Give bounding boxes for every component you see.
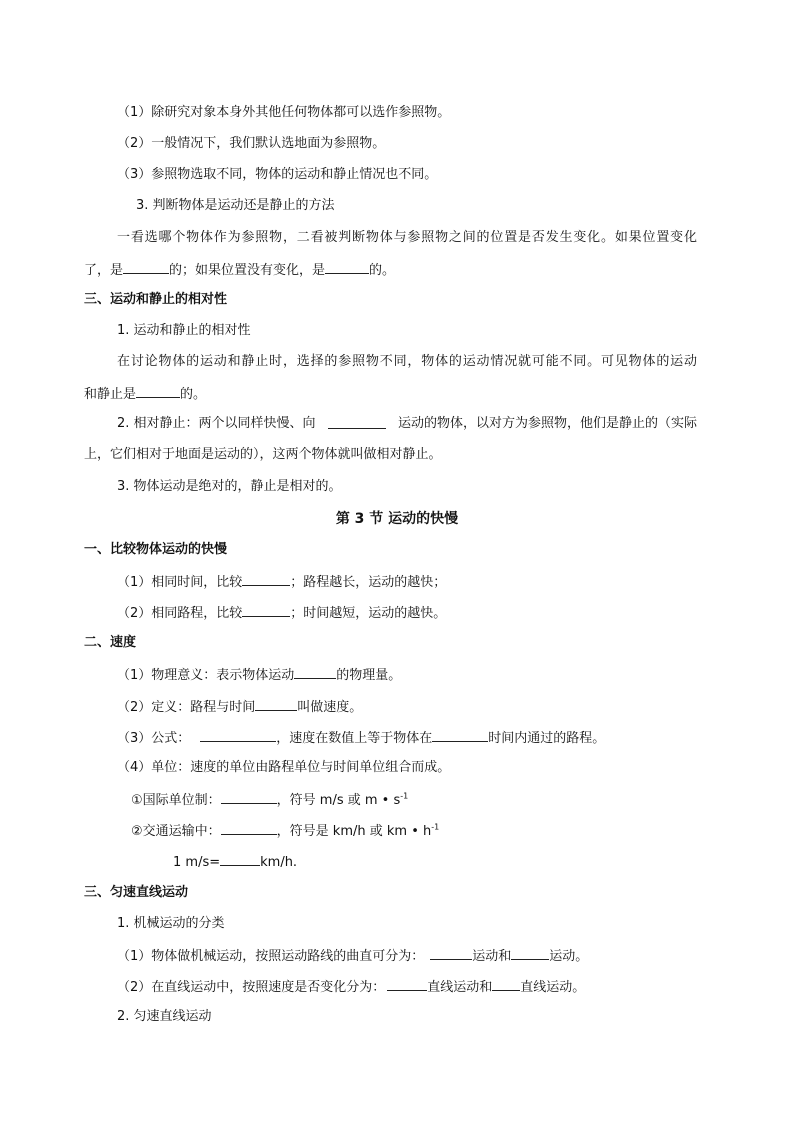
unit-traffic [131, 820, 439, 842]
relativity-subtitle-1: 1. 运动和静止的相对性 [117, 323, 251, 338]
reference-point-2: （2）一般情况下，我们默认选地面为参照物。 [117, 136, 386, 151]
unit-si [131, 789, 408, 811]
motion-class-1 [117, 945, 588, 967]
fill-blank-static[interactable] [325, 259, 369, 274]
superscript: -1 [400, 791, 409, 801]
relativity-subtitle-3: 3. 物体运动是绝对的，静止是相对的。 [117, 479, 342, 494]
uniform-subtitle-2: 2. 匀速直线运动 [117, 1009, 212, 1024]
compare-line-1 [117, 571, 446, 593]
text: km/h. [260, 855, 298, 870]
text: 直线运动和 [427, 980, 493, 995]
fill-blank-time[interactable] [242, 602, 290, 617]
fill-blank-curved[interactable] [511, 945, 549, 960]
text: 的物理量。 [336, 668, 402, 683]
text: ；时间越短，运动的越快。 [290, 606, 447, 621]
text: 时间内通过的路程。 [488, 731, 606, 746]
text: 了，是 [84, 263, 124, 278]
text: 2. 相对静止：两个以同样快慢、向 [117, 416, 316, 431]
relative-rest-line-2: 上，它们相对于地面是运动的），这两个物体就叫做相对静止。 [84, 447, 442, 462]
fill-blank-distance[interactable] [242, 571, 290, 586]
section-heading-uniform: 三、匀速直线运动 [84, 885, 189, 900]
fill-blank-direction[interactable] [328, 414, 386, 429]
reference-point-3: （3）参照物选取不同，物体的运动和静止情况也不同。 [117, 167, 438, 182]
relativity-line-2 [84, 383, 206, 405]
fill-blank-speed-definition[interactable] [255, 696, 297, 711]
judge-method-line-1: 一看选哪个物体作为参照物，二看被判断物体与参照物之间的位置是否发生变化。如果位置变化 [117, 230, 697, 245]
text: 运动和 [472, 949, 512, 964]
chapter-title: 第 3 节 运动的快慢 [335, 511, 459, 527]
text: 的。 [369, 263, 396, 278]
text: 1 m/s= [173, 855, 221, 870]
text: 叫做速度。 [297, 700, 363, 715]
superscript: -1 [431, 822, 440, 832]
fill-blank-moving[interactable] [123, 259, 169, 274]
text: （1）物理意义：表示物体运动 [117, 668, 295, 683]
text: ，速度在数值上等于物体在 [276, 731, 433, 746]
text: 的。 [180, 387, 207, 402]
text: （1）物体做机械运动，按照运动路线的曲直可分为： [117, 949, 425, 964]
fill-blank-si-unit[interactable] [221, 789, 277, 804]
fill-blank-straight[interactable] [430, 945, 472, 960]
fill-blank-relative[interactable] [136, 383, 180, 398]
text: （3）公式： [117, 731, 191, 746]
relativity-line-1: 在讨论物体的运动和静止时，选择的参照物不同，物体的运动情况就可能不同。可见物体的运动 [117, 354, 697, 369]
section-heading-relativity: 三、运动和静止的相对性 [84, 292, 228, 307]
fill-blank-formula[interactable] [200, 727, 276, 742]
text: （2）在直线运动中，按照速度是否变化分为： [117, 980, 386, 995]
section-heading-speed: 二、速度 [84, 635, 137, 650]
fill-blank-conversion[interactable] [220, 851, 260, 866]
motion-class-2 [117, 976, 585, 998]
text: ②交通运输中： [131, 824, 221, 839]
section-heading-compare: 一、比较物体运动的快慢 [84, 542, 228, 557]
fill-blank-speed-meaning[interactable] [294, 664, 336, 679]
text: （1）相同时间，比较 [117, 575, 243, 590]
text: 的；如果位置没有变化，是 [169, 263, 326, 278]
relative-rest-line-1 [117, 414, 697, 434]
text: 直线运动。 [520, 980, 586, 995]
speed-definition [117, 696, 362, 718]
text: 运动的物体，以对方为参照物，他们是静止的（实际 [397, 416, 697, 431]
text: 和静止是 [84, 387, 137, 402]
text: ，符号是 km/h 或 km • h [276, 824, 432, 839]
judge-method-title: 3. 判断物体是运动还是静止的方法 [136, 198, 335, 213]
text: （2）定义：路程与时间 [117, 700, 256, 715]
unit-conversion [173, 851, 297, 873]
text: ；路程越长，运动的越快； [290, 575, 447, 590]
judge-method-line-2 [84, 259, 395, 281]
fill-blank-traffic-unit[interactable] [221, 820, 277, 835]
uniform-subtitle-1: 1. 机械运动的分类 [117, 916, 225, 931]
fill-blank-uniform[interactable] [387, 976, 427, 991]
text: ①国际单位制： [131, 793, 221, 808]
compare-line-2 [117, 602, 446, 624]
speed-formula [117, 727, 605, 749]
fill-blank-unit-time[interactable] [432, 727, 488, 742]
text: （2）相同路程，比较 [117, 606, 243, 621]
fill-blank-variable[interactable] [492, 976, 520, 991]
reference-point-1: （1）除研究对象本身外其他任何物体都可以选作参照物。 [117, 105, 451, 120]
speed-meaning [117, 664, 401, 686]
text: 运动。 [549, 949, 589, 964]
speed-units: （4）单位：速度的单位由路程单位与时间单位组合而成。 [117, 760, 451, 775]
text: ，符号 m/s 或 m • s [276, 793, 401, 808]
